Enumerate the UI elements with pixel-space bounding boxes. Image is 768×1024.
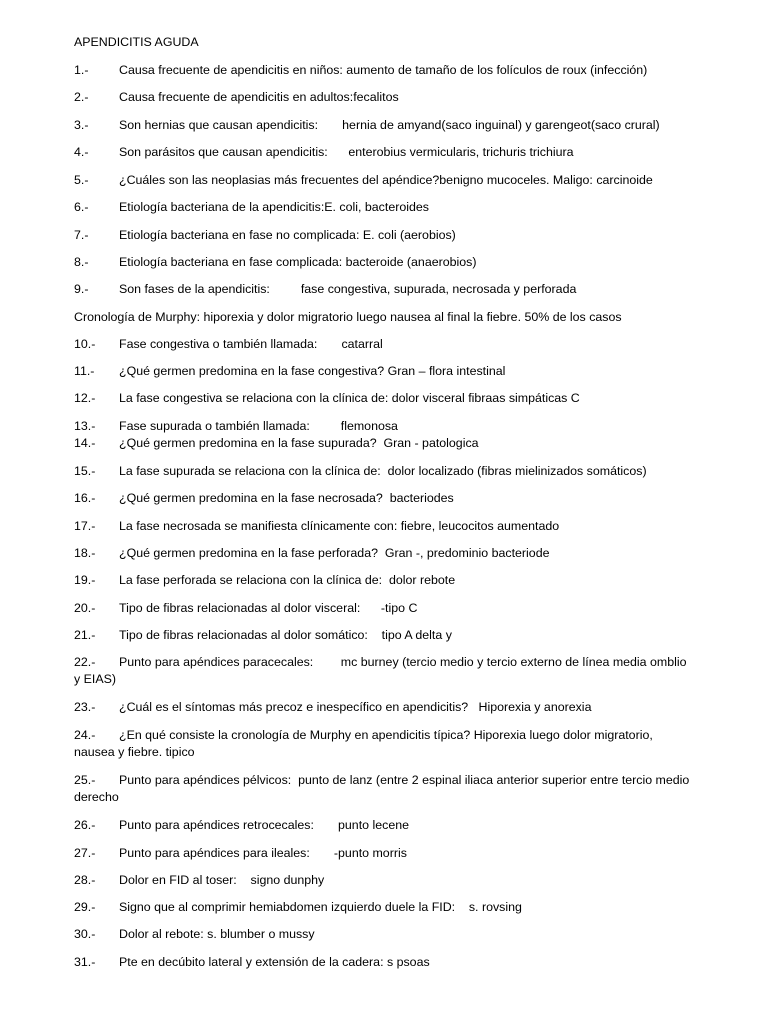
list-item — [74, 654, 694, 688]
list-item — [74, 899, 694, 916]
list-item — [74, 845, 694, 862]
list-item — [74, 490, 694, 507]
item-text: ¿Cuáles son las neoplasias más frecuentes del apéndice?benigno mucoceles. Maligo: carcinoide — [119, 173, 653, 187]
item-text: ¿Qué germen predomina en la fase perforada? Gran -, predominio bacteriode — [119, 546, 550, 560]
item-text: Son fases de la apendicitis: fase congestiva, supurada, necrosada y perforada — [119, 282, 577, 296]
item-text: La fase necrosada se manifiesta clínicamente con: fiebre, leucocitos aumentado — [119, 519, 560, 533]
item-number: 14.- — [74, 436, 96, 450]
item-text: La fase perforada se relaciona con la clínica de: dolor rebote — [119, 573, 456, 587]
item-number: 30.- — [74, 927, 96, 941]
item-number: 1.- — [74, 63, 89, 77]
list-item — [74, 281, 694, 298]
item-number: 8.- — [74, 255, 89, 269]
list-item — [74, 117, 694, 134]
list-item — [74, 817, 694, 834]
item-number: 2.- — [74, 90, 89, 104]
list-item — [74, 463, 694, 480]
list-item — [74, 872, 694, 889]
item-text: Etiología bacteriana en fase no complicada: E. coli (aerobios) — [119, 228, 456, 242]
item-text: Fase congestiva o también llamada: catarral — [119, 337, 383, 351]
item-number: 5.- — [74, 173, 89, 187]
list-item — [74, 572, 694, 589]
item-number: 23.- — [74, 700, 96, 714]
list-item — [74, 435, 694, 452]
item-text: Causa frecuente de apendicitis en adultos:fecalitos — [119, 90, 399, 104]
item-text: ¿En qué consiste la cronología de Murphy en apendicitis típica? Hiporexia luego dolor migratorio, nausea y fiebre. tipico — [74, 728, 653, 759]
list-item — [74, 199, 694, 216]
item-number: 25.- — [74, 773, 96, 787]
list-item — [74, 227, 694, 244]
item-number: 19.- — [74, 573, 96, 587]
item-number: 20.- — [74, 601, 96, 615]
item-text: Signo que al comprimir hemiabdomen izquierdo duele la FID: s. rovsing — [119, 900, 522, 914]
list-item — [74, 772, 694, 806]
item-number: 10.- — [74, 337, 96, 351]
item-text: Son parásitos que causan apendicitis: enterobius vermicularis, trichuris trichiura — [119, 145, 574, 159]
item-number: 12.- — [74, 391, 96, 405]
item-text: La fase congestiva se relaciona con la clínica de: dolor visceral fibraas simpáticas C — [119, 391, 580, 405]
list-item — [74, 89, 694, 106]
list-item — [74, 390, 694, 407]
item-number: 7.- — [74, 228, 89, 242]
item-text: Punto para apéndices para ileales: -punto morris — [119, 846, 407, 860]
list-item — [74, 600, 694, 617]
item-text: Tipo de fibras relacionadas al dolor somático: tipo A delta y — [119, 628, 452, 642]
item-number: 24.- — [74, 728, 96, 742]
list-item — [74, 254, 694, 271]
item-text: ¿Qué germen predomina en la fase necrosada? bacteriodes — [119, 491, 454, 505]
item-text: Etiología bacteriana en fase complicada: bacteroide (anaerobios) — [119, 255, 477, 269]
item-number: 17.- — [74, 519, 96, 533]
item-number: 16.- — [74, 491, 96, 505]
item-text: Punto para apéndices pélvicos: punto de lanz (entre 2 espinal iliaca anterior superior entre tercio medio derecho — [74, 773, 690, 804]
item-text: Punto para apéndices retrocecales: punto lecene — [119, 818, 409, 832]
item-number: 4.- — [74, 145, 89, 159]
list-item — [74, 699, 694, 716]
item-number: 9.- — [74, 282, 89, 296]
item-text: Etiología bacteriana de la apendicitis:E. coli, bacteroides — [119, 200, 429, 214]
list-item — [74, 144, 694, 161]
list-item — [74, 363, 694, 380]
item-text: La fase supurada se relaciona con la clínica de: dolor localizado (fibras mielinizados somáticos) — [119, 464, 647, 478]
item-text: Dolor en FID al toser: signo dunphy — [119, 873, 325, 887]
list-item — [74, 926, 694, 943]
page-title: APENDICITIS AGUDA — [74, 35, 199, 49]
list-item — [74, 172, 694, 189]
item-text: Fase supurada o también llamada: flemonosa — [119, 419, 398, 433]
list-item — [74, 545, 694, 562]
item-number: 3.- — [74, 118, 89, 132]
item-text: Dolor al rebote: s. blumber o mussy — [119, 927, 315, 941]
item-number: 21.- — [74, 628, 96, 642]
item-text: Son hernias que causan apendicitis: hernia de amyand(saco inguinal) y garengeot(saco crural) — [119, 118, 660, 132]
item-number: 29.- — [74, 900, 96, 914]
item-text: Causa frecuente de apendicitis en niños: aumento de tamaño de los folículos de roux (infección) — [119, 63, 648, 77]
item-number: 28.- — [74, 873, 96, 887]
list-item — [74, 518, 694, 535]
list-item — [74, 954, 694, 971]
list-item — [74, 336, 694, 353]
item-text: Punto para apéndices paracecales: mc burney (tercio medio y tercio externo de línea media omblio y EIAS) — [74, 655, 687, 686]
item-number: 11.- — [74, 364, 95, 378]
list-item — [74, 418, 694, 435]
list-item — [74, 62, 694, 79]
item-number: 18.- — [74, 546, 96, 560]
item-text: ¿Cuál es el síntomas más precoz e inespecífico en apendicitis? Hiporexia y anorexia — [119, 700, 592, 714]
item-text: Pte en decúbito lateral y extensión de la cadera: s psoas — [119, 955, 430, 969]
item-number: 6.- — [74, 200, 89, 214]
list-item — [74, 627, 694, 644]
item-number: 22.- — [74, 655, 96, 669]
item-number: 27.- — [74, 846, 96, 860]
list-item — [74, 727, 694, 761]
item-number: 15.- — [74, 464, 96, 478]
item-text: ¿Qué germen predomina en la fase congestiva? Gran – flora intestinal — [119, 364, 506, 378]
item-number: 13.- — [74, 419, 96, 433]
item-text: ¿Qué germen predomina en la fase supurada? Gran - patologica — [119, 436, 479, 450]
item-number: 31.- — [74, 955, 96, 969]
item-number: 26.- — [74, 818, 96, 832]
item-text: Tipo de fibras relacionadas al dolor visceral: -tipo C — [119, 601, 418, 615]
murphy-note: Cronología de Murphy: hiporexia y dolor migratorio luego nausea al final la fiebre. 50% de los casos — [74, 310, 622, 324]
